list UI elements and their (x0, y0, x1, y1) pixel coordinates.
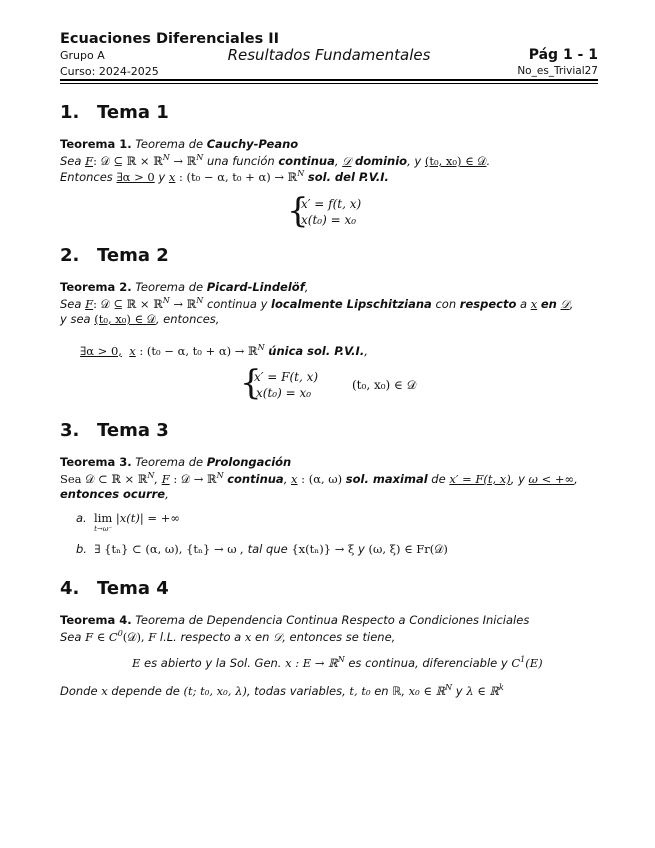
math-omega: ω < +∞ (528, 471, 575, 486)
math-sup: N (216, 471, 224, 480)
text: , (574, 471, 578, 486)
section-title: Tema 3 (97, 420, 169, 441)
math-expression: |x(t)| = +∞ (112, 511, 180, 525)
text: Donde (60, 683, 102, 698)
bold-text: en (540, 296, 557, 311)
math-E: E (132, 655, 141, 670)
bold-text: respecto (459, 296, 517, 311)
math-point: (t₀, x₀) ∈ 𝒟 (94, 312, 156, 326)
math-D: 𝒟 (273, 629, 283, 644)
text: y sea (60, 312, 95, 326)
theorem-1-heading (60, 137, 298, 151)
header-rule-thin (60, 83, 598, 84)
text: l.L. respecto a (156, 629, 245, 644)
theorem-name: Teorema de Dependencia Continua Respecto a Condiciones Iniciales (135, 613, 530, 627)
theorem-3-line-1 (60, 471, 578, 487)
text: con (431, 296, 460, 311)
text: Sea (60, 629, 86, 644)
math-exists: ∃α > 0 (116, 169, 155, 184)
math-interval: : (t₀ − α, t₀ + α) → ℝ (135, 343, 258, 358)
theorem-4-line-3 (60, 683, 504, 698)
text: , y (407, 153, 425, 168)
math-sup: N (337, 655, 345, 664)
text: , (334, 153, 343, 168)
math-interval: : (t₀ − α, t₀ + α) → ℝ (175, 169, 298, 184)
math-D: 𝒟 (342, 153, 352, 168)
theorem-label: Teorema 2. (60, 280, 132, 294)
theorem-3-item-a (76, 511, 180, 539)
section-number: 1. (60, 102, 80, 123)
section-number: 2. (60, 245, 80, 266)
text: , (154, 471, 162, 486)
math-domain: : 𝒟 ⊆ ℝ × ℝ (93, 153, 163, 168)
math-solution: x : E → ℝ (285, 655, 338, 670)
section-number: 3. (60, 420, 80, 441)
math-sup: N (445, 683, 453, 692)
math-domain: Sea 𝒟 ⊂ ℝ × ℝ (60, 471, 148, 486)
math-lambda: λ ∈ ℝ (466, 683, 499, 698)
course-title: Ecuaciones Diferenciales II (60, 31, 280, 47)
math-F: F ∈ C (85, 629, 118, 644)
math-interval: : (α, ω) (297, 471, 346, 486)
theorem-label: Teorema 3. (60, 455, 132, 469)
text: , (283, 471, 292, 486)
document-title: Resultados Fundamentales (227, 46, 431, 64)
theorem-1-line-1 (60, 153, 490, 169)
math-expression: {x(tₙ)} → ξ (291, 542, 355, 556)
math-E: (E) (525, 655, 543, 670)
theorem-2-line-3 (80, 343, 368, 358)
author-label: No_es_Trivial27 (517, 65, 598, 77)
lim-subscript: t→ω⁻ (94, 525, 113, 533)
pvi-system-1 (287, 191, 407, 231)
text: y (154, 169, 169, 184)
text: . (486, 153, 491, 168)
theorem-name: Prolongación (206, 455, 292, 469)
theorem-1-line-2 (60, 169, 389, 184)
theorem-4-line-1 (60, 629, 395, 645)
theorem-4-line-2 (132, 655, 543, 670)
bold-text: dominio (355, 153, 408, 168)
header-rule-thick (60, 79, 598, 81)
math-domain: (𝒟), (122, 629, 149, 644)
math-sup: N (162, 153, 170, 162)
text: es continua, diferenciable y (344, 655, 512, 670)
math-codomain: → ℝ (169, 153, 197, 168)
bold-text: localmente Lipschitziana (271, 296, 432, 311)
text: , (165, 487, 169, 501)
math-F: F (148, 629, 157, 644)
text: , (364, 343, 368, 358)
theorem-label: Teorema 4. (60, 613, 132, 627)
math-F: F (161, 471, 170, 486)
theorem-name: Cauchy-Peano (206, 137, 299, 151)
math-t: t, t₀ (349, 683, 371, 698)
theorem-2-line-1 (60, 296, 573, 312)
math-F: F (85, 296, 94, 311)
math-expression: (ω, ξ) ∈ Fr(𝒟) (368, 542, 448, 556)
math-sup: N (147, 471, 155, 480)
theorem-label: Teorema 1. (60, 137, 132, 151)
theorem-name-prefix: Teorema de (135, 137, 207, 151)
text: , todas variables, (246, 683, 350, 698)
text: Sea (60, 296, 86, 311)
math-point: (t₀, x₀) ∈ 𝒟 (424, 153, 487, 168)
theorem-name: Picard-Lindelöf (206, 280, 305, 294)
system-condition: (t₀, x₀) ∈ 𝒟 (352, 378, 417, 392)
section-title: Tema 2 (97, 245, 169, 266)
math-x: x (129, 343, 136, 358)
text: , (569, 296, 574, 311)
year-label: Curso: 2024-2025 (60, 65, 159, 78)
theorem-3-heading (60, 455, 291, 469)
text: , y (510, 471, 529, 486)
math-x: x (291, 471, 298, 486)
math-codomain: : 𝒟 → ℝ (169, 471, 217, 486)
item-label: b. (76, 542, 87, 556)
text: , (304, 280, 309, 294)
math-codomain: → ℝ (169, 296, 197, 311)
section-title: Tema 1 (97, 102, 169, 123)
system-initial-condition: x(t₀) = x₀ (301, 213, 357, 227)
text: continua y (203, 296, 272, 311)
text: , entonces, (155, 312, 220, 326)
system-initial-condition: x(t₀) = x₀ (256, 386, 312, 400)
math-x: x (530, 296, 538, 311)
text: , entonces se tiene, (282, 629, 396, 644)
section-heading-4 (60, 578, 169, 599)
math-sup: N (297, 169, 305, 178)
section-number: 4. (60, 578, 80, 599)
brace: { (240, 363, 262, 403)
section-heading-3 (60, 420, 169, 441)
text: depende de (107, 683, 184, 698)
text: Entonces (60, 169, 117, 184)
theorem-name-prefix: Teorema de (135, 280, 207, 294)
theorem-2-line-2 (60, 312, 219, 327)
bold-text: única sol. P.V.I. (268, 343, 365, 358)
section-heading-1 (60, 102, 169, 123)
math-ode: x′ = F(t, x) (449, 471, 511, 486)
page-header (60, 28, 598, 81)
text: y (354, 542, 369, 556)
system-equation: x′ = f(t, x) (301, 197, 362, 211)
math-sup: N (196, 296, 204, 305)
text: en ℝ, (370, 683, 409, 698)
text: , tal que (236, 542, 292, 556)
math-sup: k (498, 683, 504, 692)
theorem-name-prefix: Teorema de (135, 455, 207, 469)
bold-text: continua (278, 153, 335, 168)
section-title: Tema 4 (97, 578, 169, 599)
pvi-system-2 (240, 363, 430, 403)
bold-text: continua (227, 471, 284, 486)
system-equation: x′ = F(t, x) (254, 370, 319, 384)
brace: { (287, 191, 309, 231)
math-sup: N (162, 296, 170, 305)
math-x: x (101, 683, 108, 698)
page-number: Pág 1 - 1 (528, 47, 598, 63)
text: Sea (60, 153, 86, 168)
text: y (452, 683, 467, 698)
text: de (427, 471, 450, 486)
group-label: Grupo A (60, 49, 105, 62)
math-x0: x₀ ∈ ℝ (408, 683, 446, 698)
math-args: (t; t₀, x₀, λ) (183, 683, 247, 698)
math-x: x (244, 629, 252, 644)
math-D: 𝒟 (560, 296, 570, 311)
bold-text: entonces ocurre (60, 487, 166, 501)
math-sup: N (257, 343, 265, 352)
math-x: x (168, 169, 176, 184)
bold-text: sol. maximal (345, 471, 428, 486)
theorem-3-line-2 (60, 487, 169, 501)
math-C: C (511, 655, 521, 670)
bold-text: sol. del P.V.I. (307, 169, 389, 184)
math-exists: ∃α > 0, (80, 343, 122, 358)
text: es abierto y la Sol. Gen. (140, 655, 286, 670)
math-F: F (85, 153, 94, 168)
limit (94, 511, 112, 539)
math-sup: 0 (117, 629, 123, 638)
math-sup: N (196, 153, 204, 162)
text: a (516, 296, 531, 311)
section-heading-2 (60, 245, 169, 266)
theorem-2-heading (60, 280, 308, 294)
math-expression: ∃ {tₙ} ⊂ (α, ω), {tₙ} → ω (94, 542, 237, 556)
theorem-4-heading (60, 613, 529, 627)
theorem-3-item-b (76, 542, 448, 557)
math-domain: : 𝒟 ⊆ ℝ × ℝ (93, 296, 163, 311)
text: una función (203, 153, 279, 168)
math-sup: 1 (520, 655, 526, 664)
text: en (251, 629, 274, 644)
item-label: a. (76, 511, 87, 525)
lim-operator: lim (94, 511, 113, 525)
